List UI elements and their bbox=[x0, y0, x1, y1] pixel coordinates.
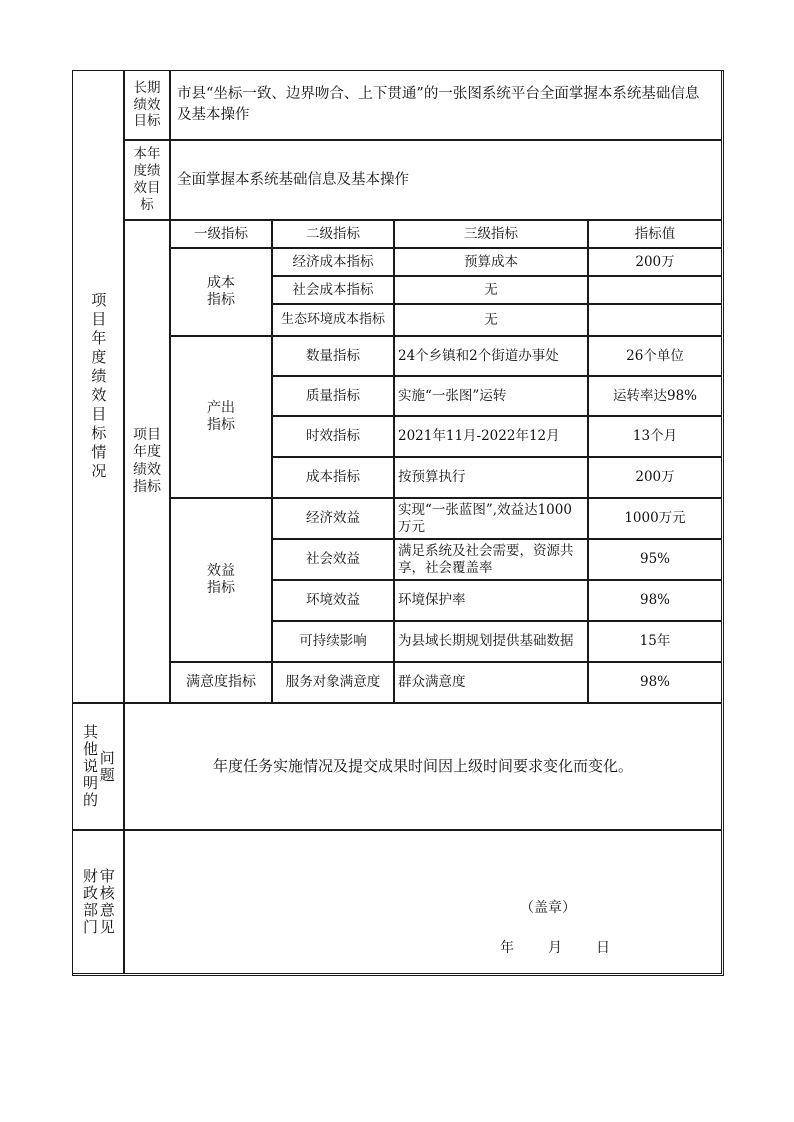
row-value-text: 26个单位 bbox=[626, 347, 684, 364]
annual-text-cell bbox=[170, 140, 722, 220]
section-label-cell bbox=[72, 70, 124, 703]
row-level2-text: 经济成本指标 bbox=[292, 253, 374, 270]
row-level2 bbox=[272, 248, 394, 276]
row-level3-text: 群众满意度 bbox=[398, 674, 466, 691]
row-level2 bbox=[272, 276, 394, 304]
header-value-text: 指标值 bbox=[634, 225, 676, 242]
row-value bbox=[588, 304, 722, 336]
row-value bbox=[588, 276, 722, 304]
group-cost bbox=[170, 248, 272, 336]
annual-label-cell bbox=[124, 140, 170, 220]
row-value-text: 200万 bbox=[635, 253, 675, 270]
finance-review-label-b: 审核意见 bbox=[97, 868, 116, 936]
row-value-text: 15年 bbox=[639, 633, 671, 650]
row-value bbox=[588, 580, 722, 621]
row-level3 bbox=[394, 662, 588, 703]
row-level2 bbox=[272, 539, 394, 580]
row-level3 bbox=[394, 248, 588, 276]
row-level3 bbox=[394, 376, 588, 416]
row-level3 bbox=[394, 580, 588, 621]
row-level2 bbox=[272, 457, 394, 498]
row-level3-text: 2021年11月-2022年12月 bbox=[398, 428, 560, 445]
group-benefit bbox=[170, 498, 272, 662]
row-value bbox=[588, 662, 722, 703]
row-level3-text: 24个乡镇和2个街道办事处 bbox=[398, 347, 559, 364]
row-level3 bbox=[394, 336, 588, 376]
row-value bbox=[588, 498, 722, 539]
row-level3-text: 满足系统及社会需要，资源共享，社会覆盖率 bbox=[398, 542, 574, 576]
row-level2 bbox=[272, 304, 394, 336]
header-level3-text: 三级指标 bbox=[464, 225, 518, 242]
row-level2-text: 社会成本指标 bbox=[292, 281, 374, 298]
indicators-label: 项目年度绩效指标 bbox=[133, 426, 161, 495]
row-value bbox=[588, 416, 722, 457]
long-term-label: 长期绩效目标 bbox=[133, 79, 161, 130]
header-level2-text: 二级指标 bbox=[306, 225, 360, 242]
header-level1 bbox=[170, 220, 272, 248]
row-value-text: 98% bbox=[639, 592, 670, 609]
other-issues-label-cell bbox=[72, 703, 124, 830]
row-value bbox=[588, 621, 722, 662]
row-value-text: 运转率达98% bbox=[612, 387, 697, 404]
row-level3 bbox=[394, 621, 588, 662]
group-satisfaction-text: 满意度指标 bbox=[186, 673, 256, 690]
row-value bbox=[588, 539, 722, 580]
row-level2 bbox=[272, 662, 394, 703]
row-level2-text: 社会效益 bbox=[306, 551, 360, 568]
seal-placeholder: （盖章） bbox=[520, 900, 576, 916]
header-level2 bbox=[272, 220, 394, 248]
header-value bbox=[588, 220, 722, 248]
annual-label: 本年度绩效目标 bbox=[133, 146, 161, 213]
group-output bbox=[170, 336, 272, 498]
indicators-label-cell bbox=[124, 220, 170, 703]
section-label: 项目年度绩效目标情况 bbox=[89, 291, 108, 482]
long-term-text: 市县“坐标一致、边界吻合、上下贯通”的一张图系统平台全面掌握本系统基础信息及基本操作 bbox=[177, 85, 700, 123]
other-issues-text: 年度任务实施情况及提交成果时间因上级时间要求变化而变化。 bbox=[212, 757, 633, 776]
group-output-text: 产出指标 bbox=[207, 399, 235, 433]
row-level2-text: 可持续影响 bbox=[299, 633, 367, 650]
row-level2-text: 数量指标 bbox=[306, 347, 360, 364]
row-value-text: 98% bbox=[639, 674, 670, 691]
row-level2-text: 环境效益 bbox=[306, 592, 360, 609]
row-level3-text: 为县域长期规划提供基础数据 bbox=[398, 633, 574, 650]
row-level3-text: 预算成本 bbox=[464, 253, 518, 270]
row-level3-text: 实现“一张蓝图”,效益达1000万元 bbox=[398, 501, 572, 535]
row-level2-text: 时效指标 bbox=[306, 428, 360, 445]
row-level3-text: 按预算执行 bbox=[398, 469, 466, 486]
row-level3 bbox=[394, 539, 588, 580]
row-level3 bbox=[394, 457, 588, 498]
group-benefit-text: 效益指标 bbox=[207, 562, 235, 596]
row-level3 bbox=[394, 498, 588, 539]
row-level2 bbox=[272, 498, 394, 539]
row-value bbox=[588, 457, 722, 498]
row-level2-text: 服务对象满意度 bbox=[285, 674, 381, 691]
row-level2 bbox=[272, 336, 394, 376]
row-value-text: 1000万元 bbox=[624, 510, 686, 527]
finance-review-body-cell bbox=[124, 830, 722, 974]
row-level2 bbox=[272, 621, 394, 662]
row-value-text: 13个月 bbox=[632, 428, 678, 445]
long-term-label-cell bbox=[124, 70, 170, 140]
row-level3 bbox=[394, 416, 588, 457]
group-satisfaction bbox=[170, 662, 272, 703]
header-level1-text: 一级指标 bbox=[194, 225, 248, 242]
header-level3 bbox=[394, 220, 588, 248]
row-value bbox=[588, 376, 722, 416]
row-value bbox=[588, 248, 722, 276]
other-issues-label-b: 问题 bbox=[97, 749, 116, 784]
row-level2 bbox=[272, 416, 394, 457]
row-value bbox=[588, 336, 722, 376]
annual-text: 全面掌握本系统基础信息及基本操作 bbox=[177, 171, 409, 188]
row-level2-text: 生态环境成本指标 bbox=[280, 311, 385, 327]
long-term-text-cell bbox=[170, 70, 722, 140]
finance-review-label-a: 财政部门 bbox=[81, 868, 99, 936]
row-value-text: 95% bbox=[639, 551, 670, 568]
row-level3-text: 无 bbox=[484, 311, 498, 328]
row-value-text: 200万 bbox=[635, 469, 675, 486]
other-issues-label-a: 其他说明的 bbox=[81, 724, 99, 809]
row-level3 bbox=[394, 276, 588, 304]
row-level3-text: 无 bbox=[484, 281, 498, 298]
row-level2-text: 经济效益 bbox=[306, 510, 360, 527]
row-level2-text: 成本指标 bbox=[306, 469, 360, 486]
other-issues-text-cell bbox=[124, 703, 722, 830]
row-level2 bbox=[272, 580, 394, 621]
row-level2 bbox=[272, 376, 394, 416]
finance-review-label-cell bbox=[72, 830, 124, 974]
row-level3 bbox=[394, 304, 588, 336]
row-level3-text: 环境保护率 bbox=[398, 592, 466, 609]
group-cost-text: 成本指标 bbox=[207, 274, 235, 308]
row-level2-text: 质量指标 bbox=[306, 387, 360, 404]
date-placeholder: 年 月 日 bbox=[500, 940, 612, 956]
row-level3-text: 实施“一张图”运转 bbox=[398, 387, 507, 404]
